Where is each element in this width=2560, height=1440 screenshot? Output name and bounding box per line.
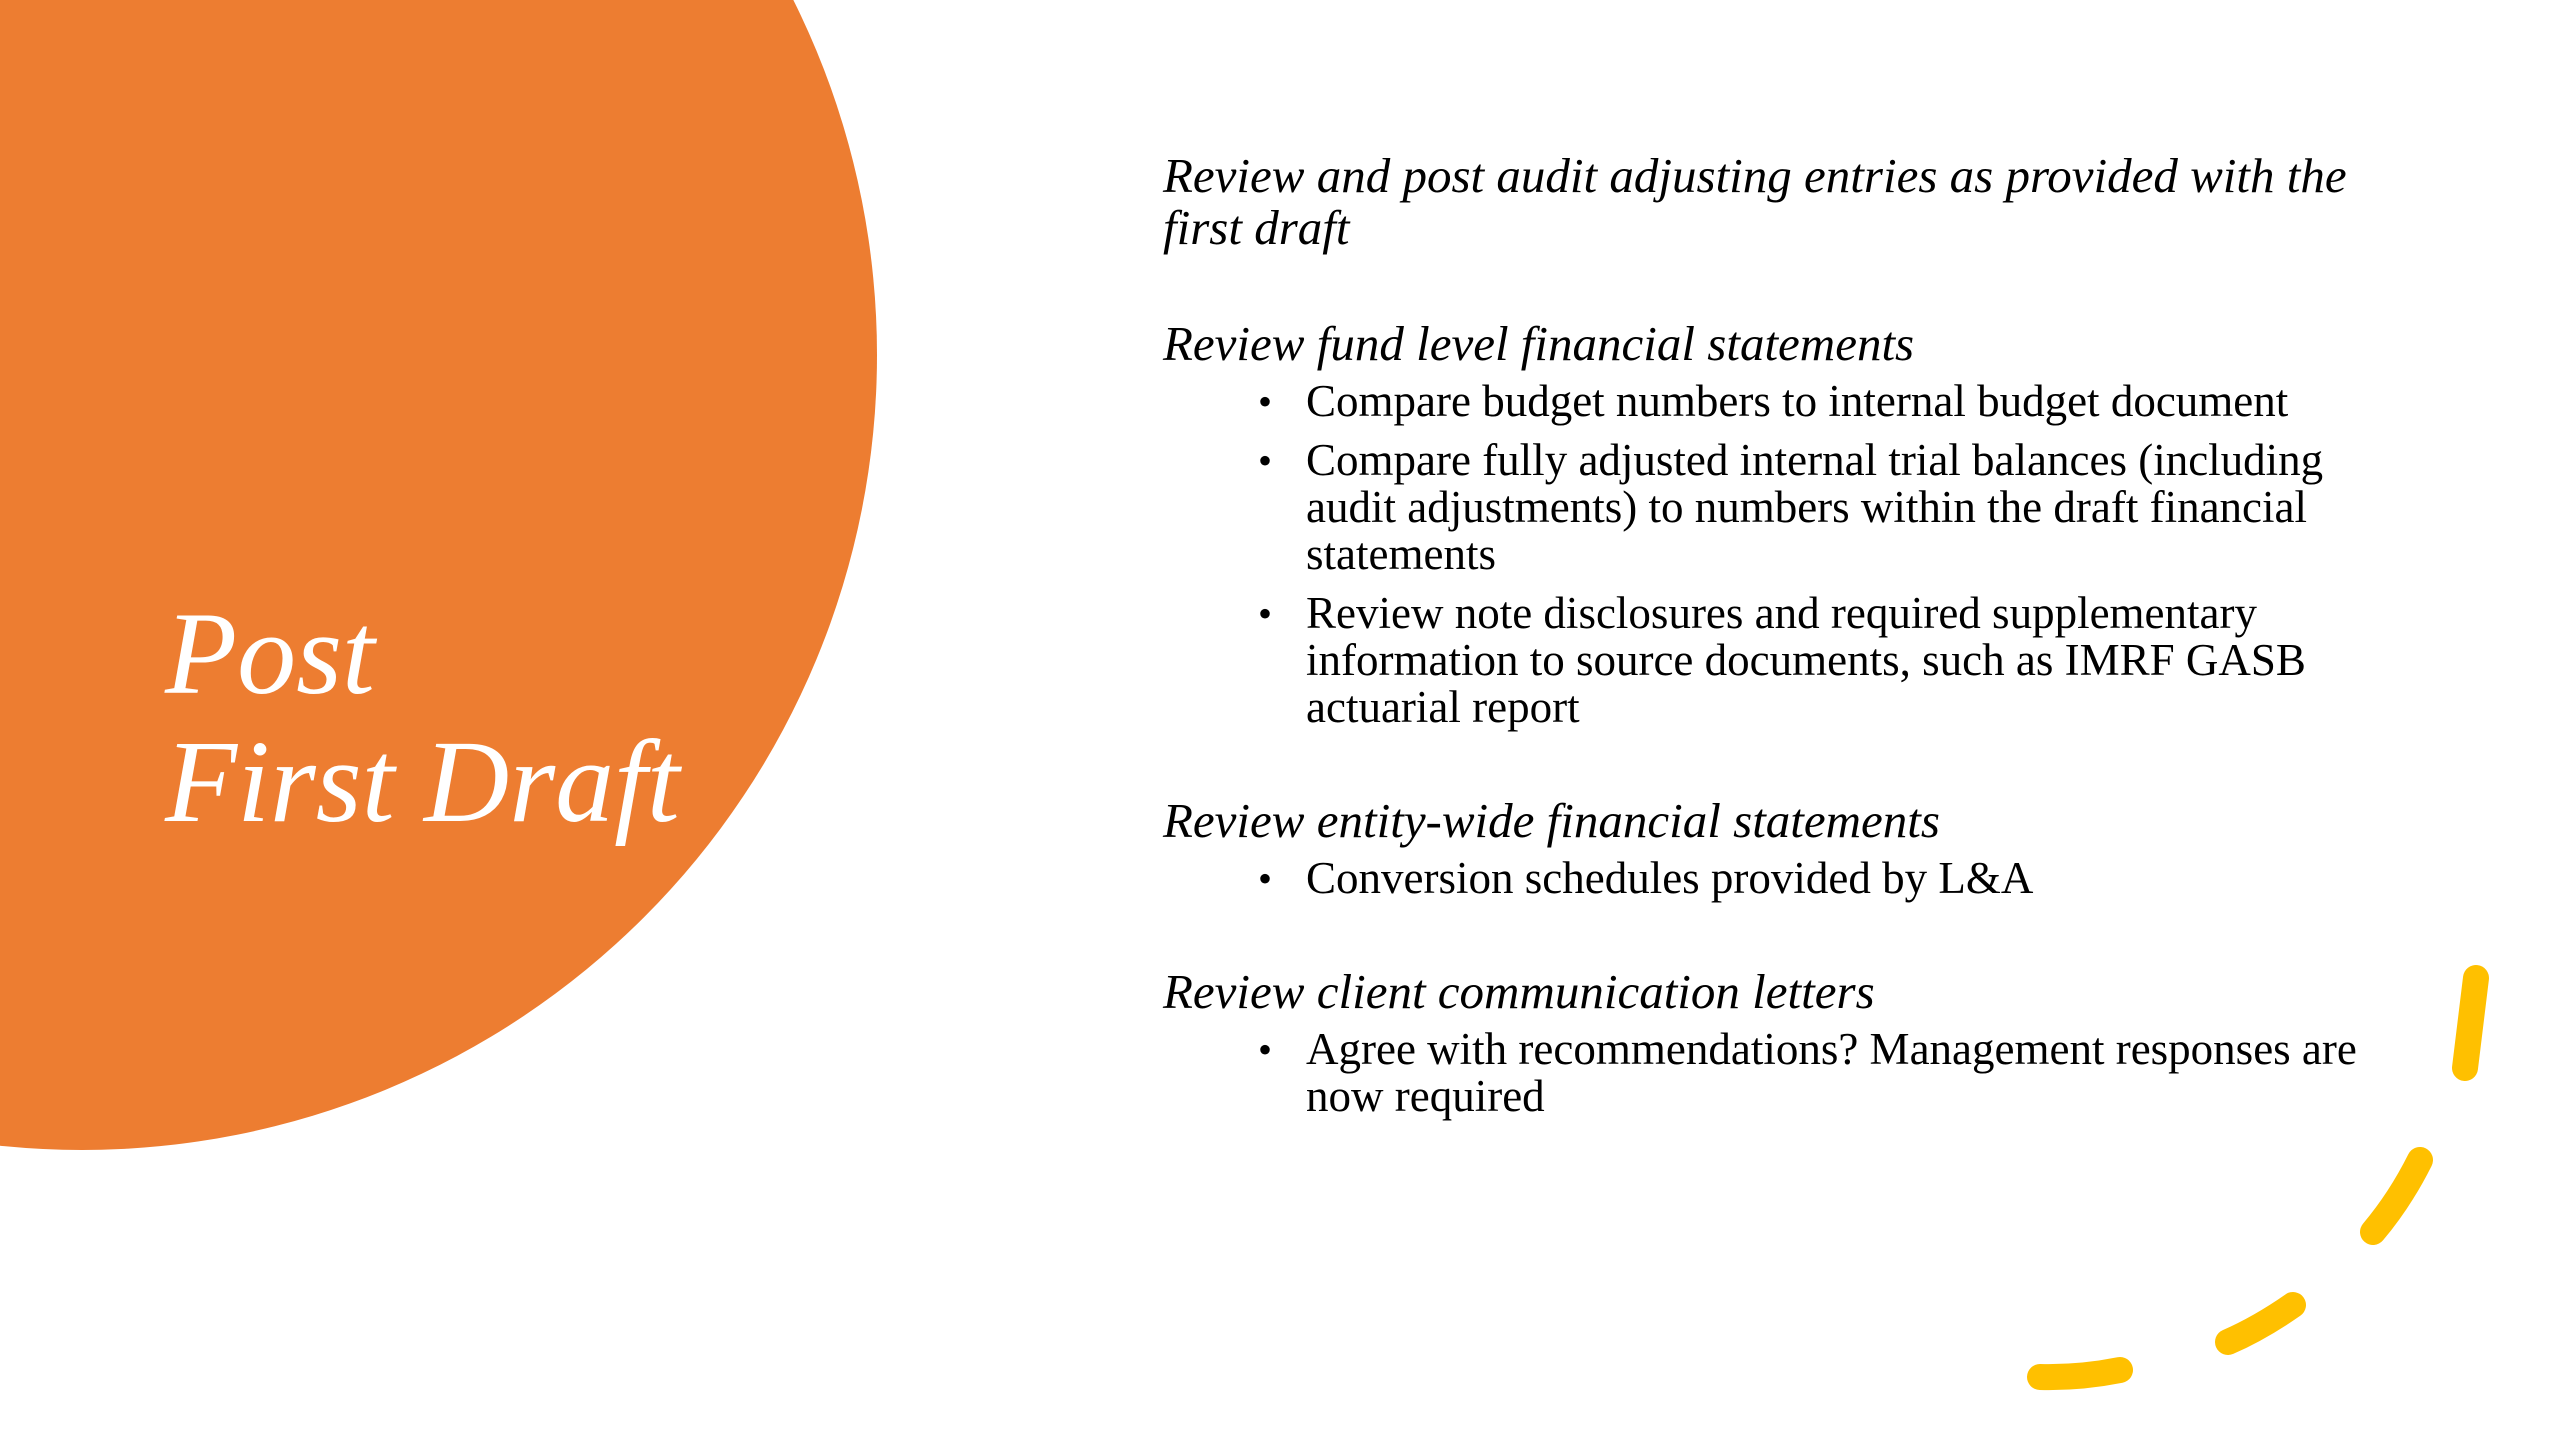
bullet-item	[1258, 855, 2423, 902]
bullet-dot-icon: •	[1258, 856, 1273, 901]
bullet-dot-icon: •	[1258, 1027, 1273, 1072]
section-audit-entries	[1163, 150, 2423, 254]
bullet-item	[1258, 437, 2423, 578]
bullet-dot-icon: •	[1258, 591, 1273, 636]
dashed-arc-decoration	[2000, 960, 2500, 1400]
section-fund-level	[1163, 318, 2423, 731]
bullet-text: Compare fully adjusted internal trial balances (including audit adjustments) to numbers within the draft financial statements	[1306, 435, 2324, 579]
bullet-list	[1163, 378, 2423, 731]
arc-dash-4	[2040, 1370, 2120, 1377]
slide-title	[165, 590, 680, 846]
arc-dash-2	[2373, 1160, 2420, 1232]
arc-dash-3	[2228, 1305, 2293, 1342]
section-heading: Review and post audit adjusting entries as provided with the first draft	[1163, 148, 2347, 255]
section-heading: Review entity-wide financial statements	[1163, 793, 1940, 848]
section-heading: Review fund level financial statements	[1163, 316, 1915, 371]
bullet-item	[1258, 378, 2423, 425]
arc-dash-1	[2465, 978, 2476, 1068]
title-line-2: First Draft	[165, 716, 680, 847]
orange-circle-shape	[0, 0, 877, 1150]
bullet-dot-icon: •	[1258, 438, 1273, 483]
bullet-dot-icon: •	[1258, 379, 1273, 424]
section-heading: Review client communication letters	[1163, 964, 1875, 1019]
title-line-1: Post	[165, 588, 375, 719]
bullet-text: Compare budget numbers to internal budget document	[1306, 376, 2289, 426]
bullet-list	[1163, 855, 2423, 902]
bullet-item	[1258, 590, 2423, 731]
bullet-text: Conversion schedules provided by L&A	[1306, 853, 2034, 903]
bullet-text: Agree with recommendations? Management responses are now required	[1306, 1024, 2357, 1121]
bullet-text: Review note disclosures and required supplementary information to source documents, such as IMRF GASB actuarial report	[1306, 588, 2306, 732]
section-entity-wide	[1163, 795, 2423, 902]
